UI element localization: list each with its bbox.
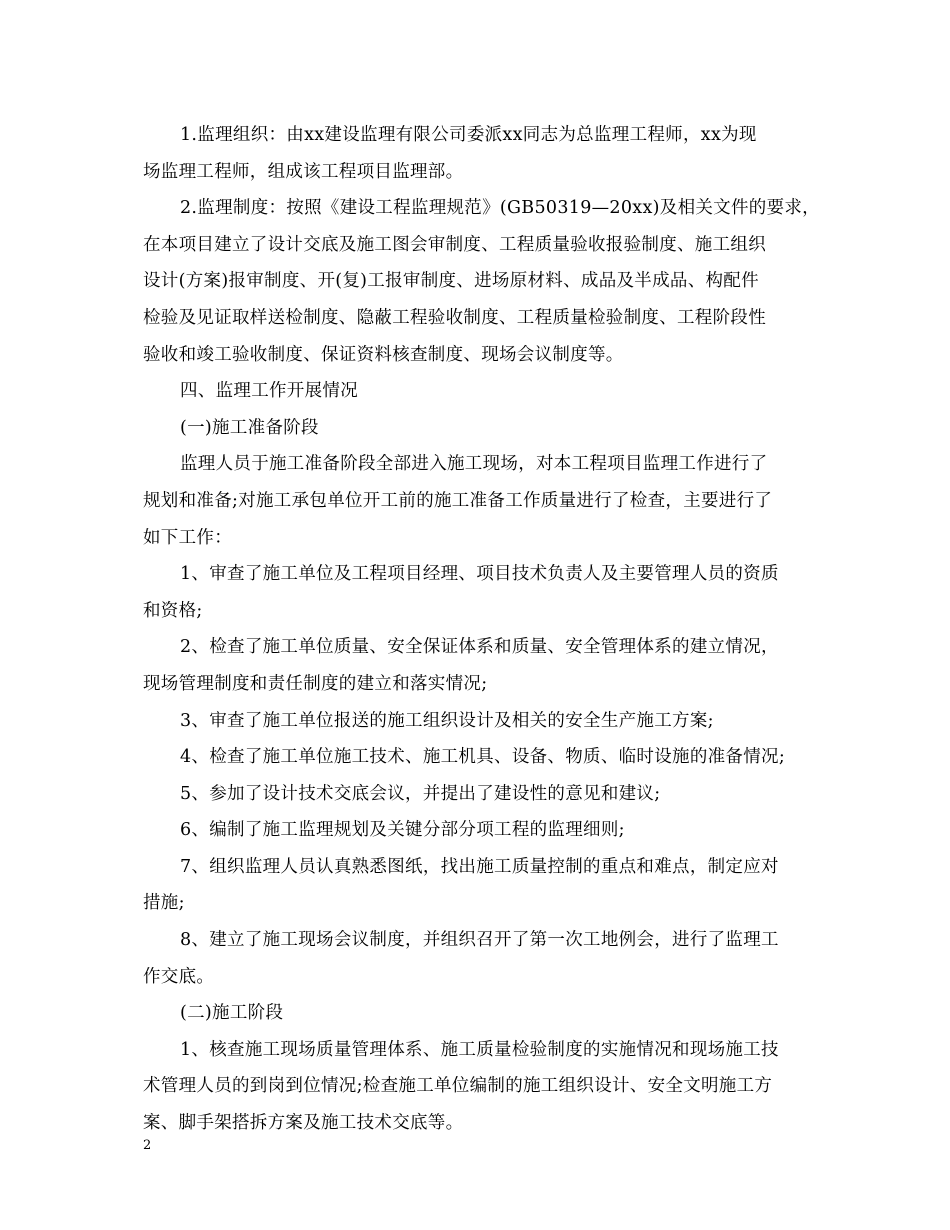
text-line: 5、参加了设计技术交底会议，并提出了建设性的意见和建议;: [180, 783, 661, 804]
text-line: (一)施工准备阶段: [180, 417, 319, 438]
text-line: 四、监理工作开展情况: [180, 381, 358, 402]
text-line: 1.监理组织：由xx建设监理有限公司委派xx同志为总监理工程师，xx为现: [180, 125, 757, 145]
text-line: 作交底。: [143, 966, 215, 987]
page-number: 2: [143, 1138, 152, 1153]
text-line: 如下工作：: [143, 527, 232, 548]
text-line: 现场管理制度和责任制度的建立和落实情况;: [143, 673, 488, 694]
text-line: 验收和竣工验收制度、保证资料核查制度、现场会议制度等。: [143, 344, 624, 365]
text-line: 监理人员于施工准备阶段全部进入施工现场，对本工程项目监理工作进行了: [180, 454, 768, 475]
document-body: [143, 117, 820, 1142]
text-line: 8、建立了施工现场会议制度，并组织召开了第一次工地例会，进行了监理工: [180, 930, 779, 951]
text-line: 6、编制了施工监理规划及关键分部分项工程的监理细则;: [180, 820, 625, 841]
text-line: 案、脚手架搭拆方案及施工技术交底等。: [143, 1113, 464, 1134]
text-line: 场监理工程师，组成该工程项目监理部。: [143, 161, 464, 182]
text-line: 术管理人员的到岗到位情况;检查施工单位编制的施工组织设计、安全文明施工方: [143, 1076, 773, 1097]
text-line: 4、检查了施工单位施工技术、施工机具、设备、物质、临时设施的准备情况;: [180, 747, 786, 768]
text-line: 1、审查了施工单位及工程项目经理、项目技术负责人及主要管理人员的资质: [180, 564, 779, 585]
text-line: 措施;: [143, 893, 185, 914]
text-line: (二)施工阶段: [180, 1003, 284, 1024]
text-line: 规划和准备;对施工承包单位开工前的施工准备工作质量进行了检查，主要进行了: [143, 490, 773, 511]
text-line: 3、审查了施工单位报送的施工组织设计及相关的安全生产施工方案;: [180, 710, 714, 731]
text-line: 1、核查施工现场质量管理体系、施工质量检验制度的实施情况和现场施工技: [180, 1039, 779, 1060]
text-line: 和资格;: [143, 600, 203, 621]
text-line: 2、检查了施工单位质量、安全保证体系和质量、安全管理体系的建立情况，: [180, 637, 779, 658]
text-line: 在本项目建立了设计交底及施工图会审制度、工程质量验收报验制度、施工组织: [143, 234, 766, 255]
text-line: 设计(方案)报审制度、开(复)工报审制度、进场原材料、成品及半成品、构配件: [143, 271, 759, 292]
text-line: 2.监理制度：按照《建设工程监理规范》(GB50319—20xx)及相关文件的要求，: [180, 198, 820, 219]
text-line: 检验及见证取样送检制度、隐蔽工程验收制度、工程质量检验制度、工程阶段性: [143, 307, 766, 328]
text-line: 7、组织监理人员认真熟悉图纸，找出施工质量控制的重点和难点，制定应对: [180, 856, 779, 877]
